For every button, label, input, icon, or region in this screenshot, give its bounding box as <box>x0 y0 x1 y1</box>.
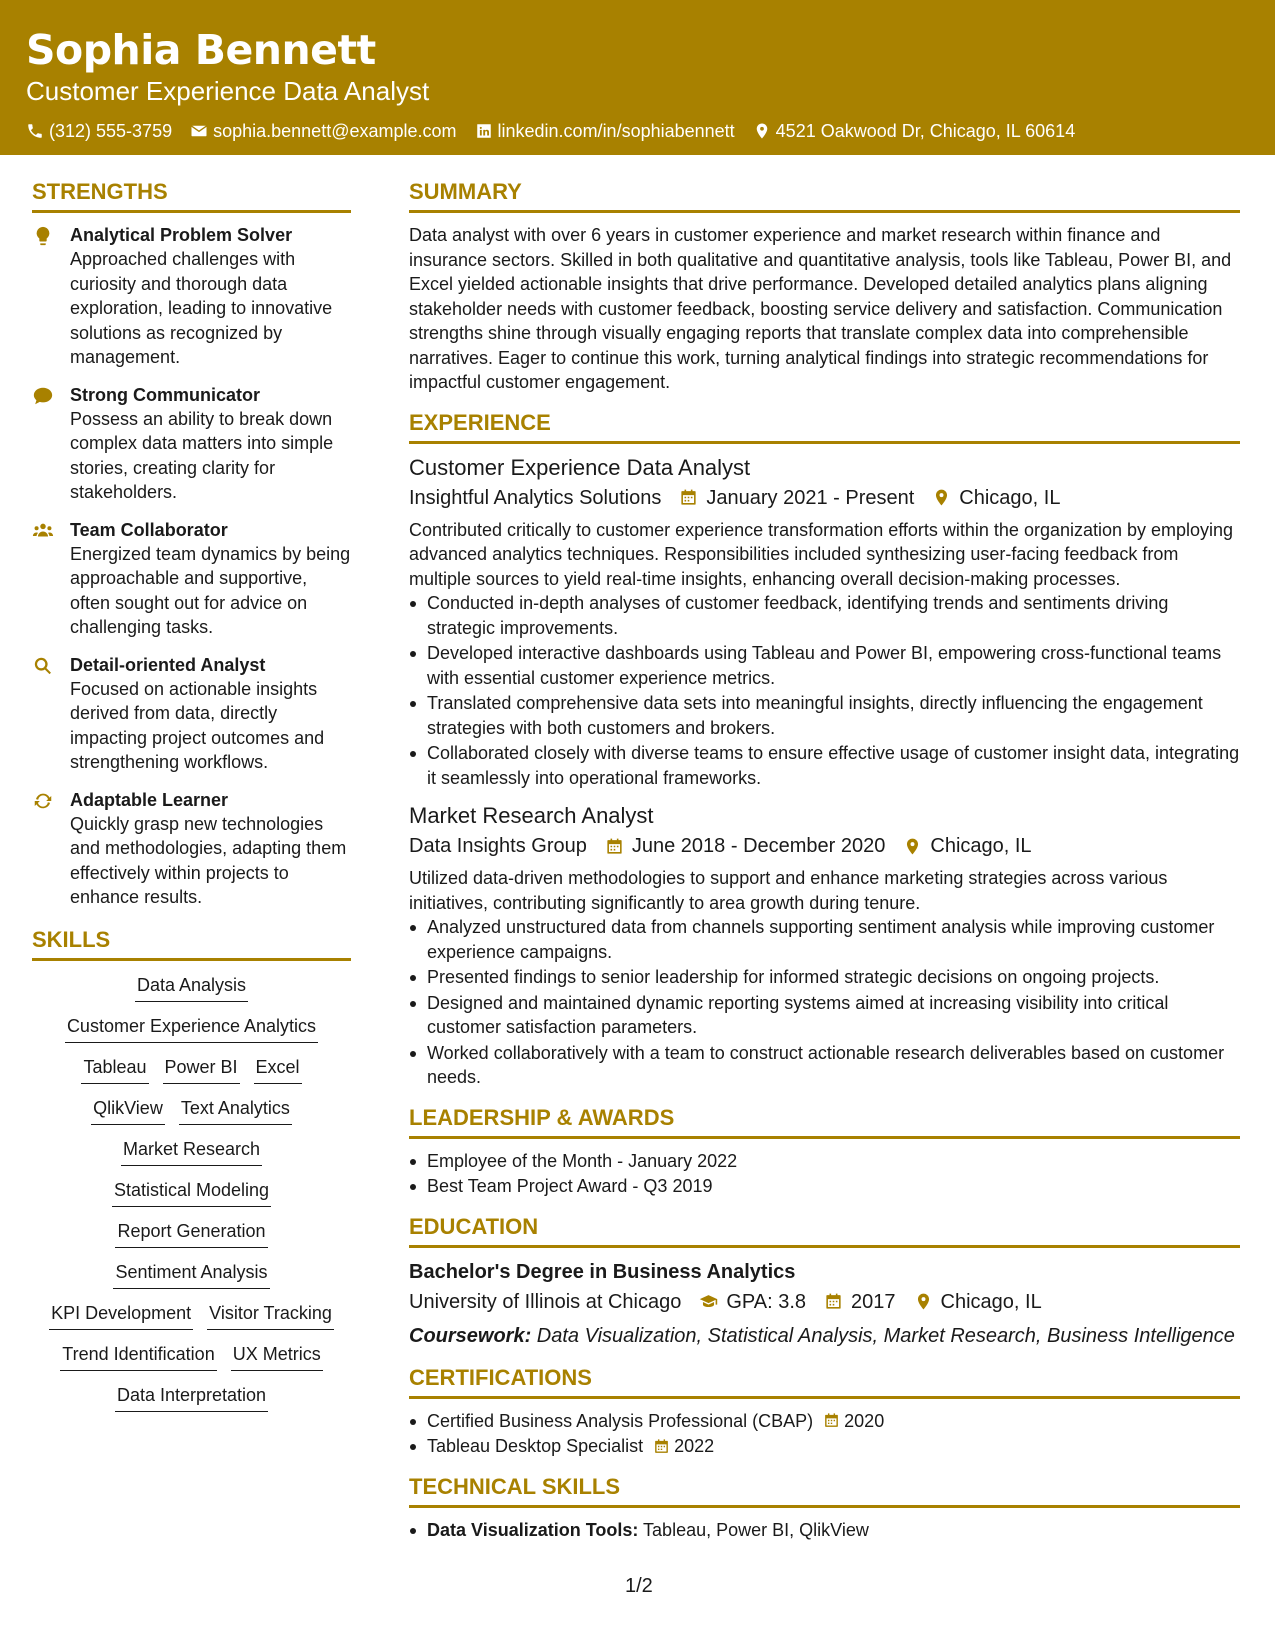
list-item: Translated comprehensive data sets into meaningful insights, directly influencing the engagement strategies with both customers and brokers. <box>409 691 1240 740</box>
contact-address <box>753 120 1076 142</box>
experience-heading: EXPERIENCE <box>409 409 1240 444</box>
skill-tag: Customer Experience Analytics <box>65 1014 318 1043</box>
job-dates <box>679 484 914 512</box>
cert-name: Certified Business Analysis Professional (CBAP) <box>427 1410 814 1431</box>
map-marker-icon <box>914 1292 933 1311</box>
skill-tag: Tableau <box>81 1055 148 1084</box>
calendar-icon <box>605 837 624 856</box>
school-name: University of Illinois at Chicago <box>409 1290 682 1313</box>
job-entry <box>409 454 1240 791</box>
skill-tag: Data Interpretation <box>115 1383 268 1412</box>
job-entry <box>409 802 1240 1090</box>
education-heading: EDUCATION <box>409 1213 1240 1248</box>
strength-desc: Focused on actionable insights derived from data, directly impacting project outcomes and strengthening workflows. <box>70 678 325 772</box>
strength-title: Team Collaborator <box>70 519 228 540</box>
contact-email[interactable] <box>190 120 456 142</box>
technical-skills-section <box>409 1473 1240 1543</box>
strength-item <box>32 383 351 505</box>
summary-text: Data analyst with over 6 years in customer experience and market research within finance and insurance sectors. Skilled in both qualitative and quantitative analysis, tools like Tableau, Power BI, and Excel yielded actionable insights that drive performance. Developed detailed analytics plans aligning stakeholder needs with customer feedback, boosting service delivery and satisfaction. Communication strengths shine through visually engaging reports that translate complex data into comprehensible narratives. Eager to continue this work, turning analytical findings into strategic recommendations for impactful customer engagement. <box>409 225 1232 392</box>
leadership-heading: LEADERSHIP & AWARDS <box>409 1104 1240 1139</box>
job-location-text: Chicago, IL <box>959 486 1061 509</box>
sync-icon <box>32 790 54 812</box>
calendar-icon <box>653 1438 670 1455</box>
list-item: Presented findings to senior leadership for informed strategic decisions on ongoing projects. <box>409 965 1240 990</box>
job-bullets <box>409 915 1240 1090</box>
job-location <box>932 484 1060 512</box>
coursework <box>409 1322 1240 1350</box>
left-column <box>32 178 351 1424</box>
contact-phone[interactable] <box>26 120 172 142</box>
calendar-icon <box>679 488 698 507</box>
address-text: 4521 Oakwood Dr, Chicago, IL 60614 <box>775 121 1076 141</box>
tech-skill-label: Data Visualization Tools: <box>427 1519 639 1540</box>
skills-heading: SKILLS <box>32 926 351 961</box>
map-marker-icon <box>753 122 771 140</box>
strength-desc: Quickly grasp new technologies and methodologies, adapting them effectively within projects to enhance results. <box>70 813 347 907</box>
list-item: Designed and maintained dynamic reporting systems aimed at increasing visibility into critical customer satisfaction parameters. <box>409 991 1240 1040</box>
certifications-section <box>409 1364 1240 1459</box>
skill-tag: Trend Identification <box>60 1342 216 1371</box>
skills-section <box>32 926 351 1412</box>
list-item <box>409 1434 1240 1459</box>
candidate-name: Sophia Bennett <box>26 26 376 74</box>
technical-skills-list <box>409 1518 1240 1543</box>
job-dates-text: January 2021 - Present <box>706 486 915 509</box>
skill-tag: Statistical Modeling <box>112 1178 271 1207</box>
education-meta <box>409 1288 1240 1316</box>
list-item: Best Team Project Award - Q3 2019 <box>409 1174 1240 1199</box>
skill-tag: Data Analysis <box>135 973 248 1002</box>
job-description: Utilized data-driven methodologies to support and enhance marketing strategies across various initiatives, contributing significantly to area growth during tenure. <box>409 868 1168 913</box>
calendar-icon <box>823 1412 840 1429</box>
strength-title: Detail-oriented Analyst <box>70 654 266 675</box>
location-text: Chicago, IL <box>940 1290 1042 1313</box>
coursework-label: Coursework: <box>409 1324 532 1347</box>
map-marker-icon <box>903 837 922 856</box>
certifications-heading: CERTIFICATIONS <box>409 1364 1240 1399</box>
strength-item <box>32 223 351 370</box>
resume-header <box>0 0 1275 155</box>
list-item: Employee of the Month - January 2022 <box>409 1149 1240 1174</box>
job-meta <box>409 484 1240 512</box>
gpa-text: GPA: 3.8 <box>726 1290 807 1313</box>
lightbulb-icon <box>32 225 54 247</box>
right-column <box>409 178 1240 1556</box>
list-item: Conducted in-depth analyses of customer feedback, identifying trends and sentiments driving strategic improvements. <box>409 591 1240 640</box>
linkedin-icon <box>475 122 493 140</box>
year-text: 2017 <box>851 1290 896 1313</box>
phone-text: (312) 555-3759 <box>49 121 173 141</box>
list-item: Collaborated closely with diverse teams to ensure effective usage of customer insight data, integrating it seamlessly into operational frameworks. <box>409 741 1240 790</box>
skill-tag: KPI Development <box>49 1301 193 1330</box>
list-item: Developed interactive dashboards using Tableau and Power BI, empowering cross-functional teams with essential customer experience metrics. <box>409 641 1240 690</box>
strength-item <box>32 788 351 910</box>
leadership-list <box>409 1149 1240 1199</box>
skill-tag: Report Generation <box>115 1219 267 1248</box>
cert-year-text: 2020 <box>844 1410 885 1431</box>
page-number: 1/2 <box>625 1575 653 1597</box>
list-item: Analyzed unstructured data from channels supporting sentiment analysis while improving customer experience campaigns. <box>409 915 1240 964</box>
list-item: Worked collaboratively with a team to construct actionable research deliverables based on customer needs. <box>409 1041 1240 1090</box>
certifications-list <box>409 1409 1240 1459</box>
job-meta <box>409 832 1240 860</box>
degree-title: Bachelor's Degree in Business Analytics <box>409 1260 796 1283</box>
job-description: Contributed critically to customer experience transformation efforts within the organization by employing advanced analytics techniques. Responsibilities included synthesizing user-facing feedback from multiple sources to yield real-time insights, enhancing overall decision-making processes. <box>409 519 1234 589</box>
education-section <box>409 1213 1240 1350</box>
coursework-text: Data Visualization, Statistical Analysis, Market Research, Business Intelligence <box>531 1324 1235 1347</box>
summary-heading: SUMMARY <box>409 178 1240 213</box>
education-gpa <box>699 1288 806 1316</box>
skill-tag: Excel <box>254 1055 302 1084</box>
experience-section <box>409 409 1240 1090</box>
job-location <box>903 832 1031 860</box>
cert-year-text: 2022 <box>674 1436 715 1456</box>
map-marker-icon <box>932 488 951 507</box>
cert-name: Tableau Desktop Specialist <box>427 1436 644 1456</box>
strength-title: Adaptable Learner <box>70 789 229 810</box>
cert-year <box>823 1409 884 1434</box>
phone-icon <box>26 122 44 140</box>
education-year <box>824 1288 896 1316</box>
strength-title: Strong Communicator <box>70 384 261 405</box>
job-bullets <box>409 591 1240 790</box>
contact-linkedin[interactable] <box>475 120 735 142</box>
email-text: sophia.bennett@example.com <box>213 121 457 141</box>
skill-tag: UX Metrics <box>231 1342 323 1371</box>
strength-item <box>32 653 351 775</box>
calendar-icon <box>824 1292 843 1311</box>
graduation-cap-icon <box>699 1292 718 1311</box>
envelope-icon <box>190 122 208 140</box>
strength-desc: Possess an ability to break down complex data matters into simple stories, creating clarity for stakeholders. <box>70 408 334 502</box>
tech-skill-value: Tableau, Power BI, QlikView <box>638 1519 869 1540</box>
strength-title: Analytical Problem Solver <box>70 225 293 245</box>
search-icon <box>32 655 54 677</box>
job-role: Customer Experience Data Analyst <box>409 454 751 480</box>
strength-desc: Energized team dynamics by being approachable and supportive, often sought out for advice on challenging tasks. <box>70 543 351 637</box>
list-item <box>409 1409 1240 1434</box>
comment-icon <box>32 385 54 407</box>
job-company: Data Insights Group <box>409 835 587 857</box>
strength-item <box>32 518 351 640</box>
skills-list <box>32 971 351 1412</box>
skill-tag: Sentiment Analysis <box>113 1260 269 1289</box>
education-location <box>914 1288 1042 1316</box>
skill-tag: Visitor Tracking <box>207 1301 334 1330</box>
leadership-section <box>409 1104 1240 1199</box>
candidate-headline: Customer Experience Data Analyst <box>26 76 430 106</box>
job-dates <box>605 832 886 860</box>
contact-bar <box>26 120 1249 142</box>
job-location-text: Chicago, IL <box>930 835 1032 857</box>
summary-section <box>409 178 1240 395</box>
list-item <box>409 1518 1240 1543</box>
technical-skills-heading: TECHNICAL SKILLS <box>409 1473 1240 1508</box>
job-role: Market Research Analyst <box>409 803 654 828</box>
skill-tag: QlikView <box>91 1096 165 1125</box>
skill-tag: Market Research <box>121 1137 262 1166</box>
skill-tag: Power BI <box>163 1055 240 1084</box>
cert-year <box>653 1434 714 1459</box>
strengths-heading: STRENGTHS <box>32 178 351 213</box>
linkedin-text: linkedin.com/in/sophiabennett <box>497 121 735 141</box>
users-icon <box>32 520 54 542</box>
job-dates-text: June 2018 - December 2020 <box>631 835 886 857</box>
skill-tag: Text Analytics <box>179 1096 292 1125</box>
job-company: Insightful Analytics Solutions <box>409 486 662 509</box>
strength-desc: Approached challenges with curiosity and thorough data exploration, leading to innovative solutions as recognized by management. <box>70 249 333 367</box>
